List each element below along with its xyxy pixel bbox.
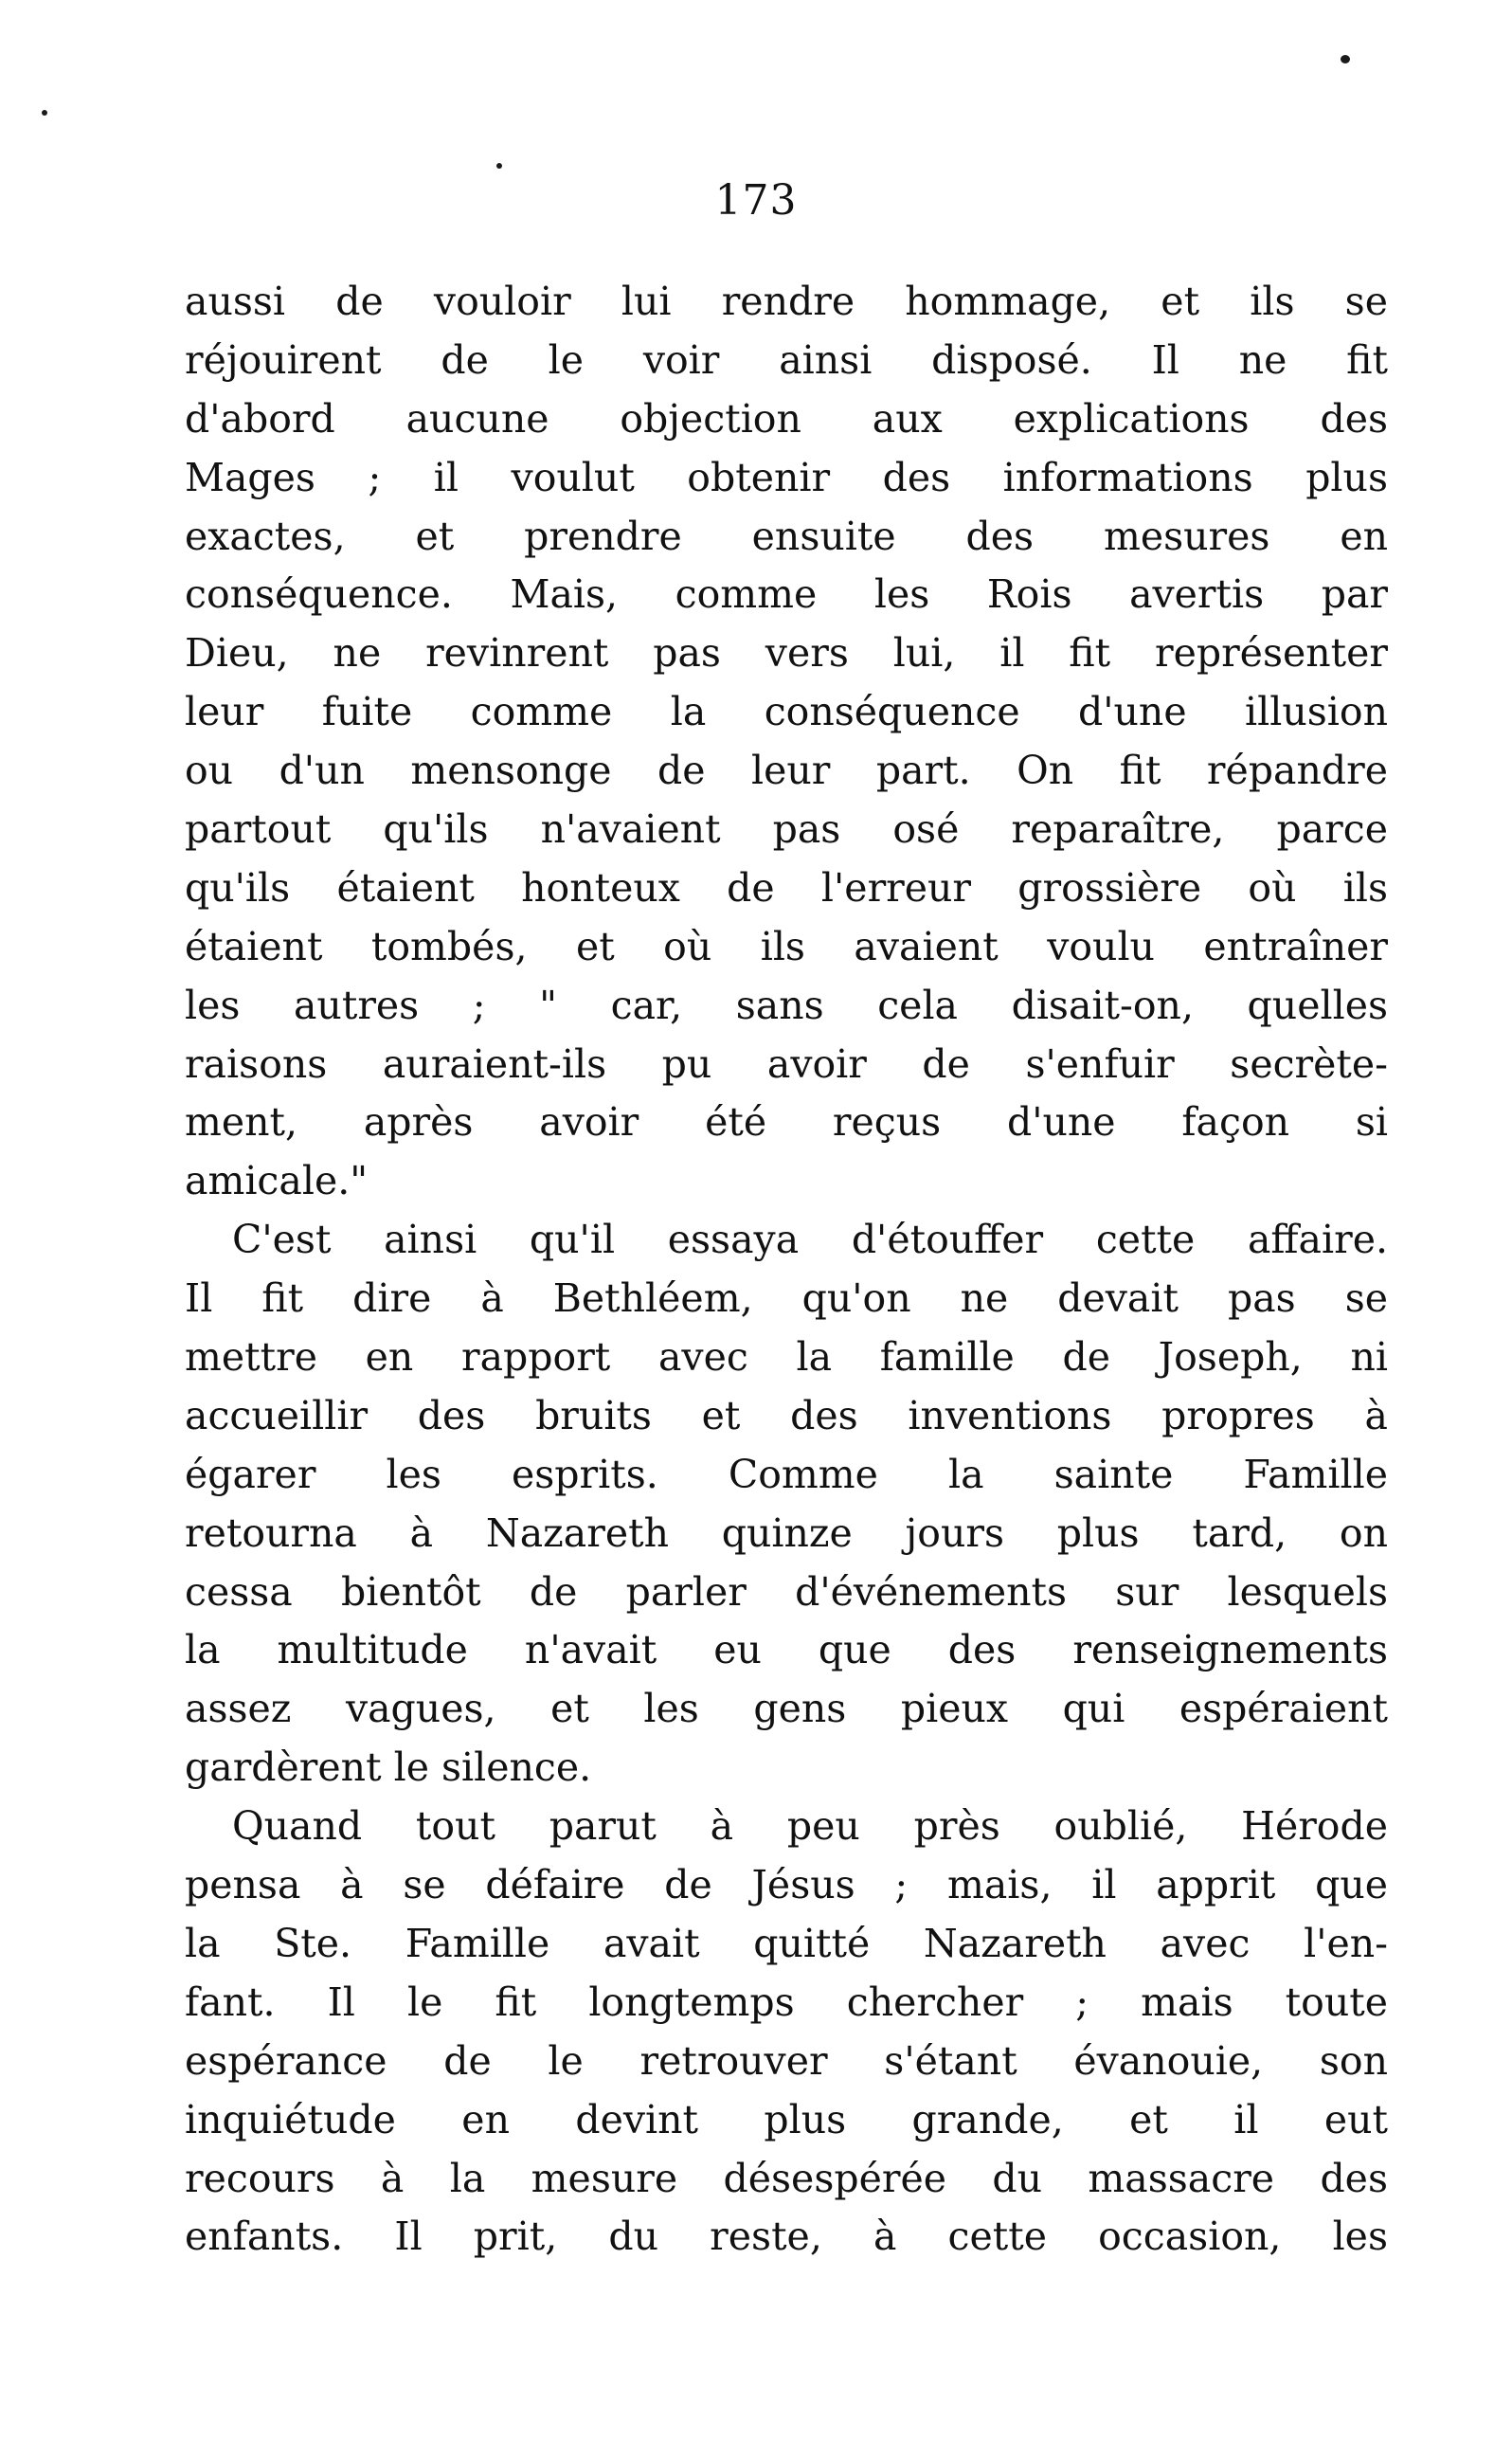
text-line: la multitude n'avait eu que des renseignements	[185, 1627, 1388, 1673]
text-line: retourna à Nazareth quinze jours plus tard, on	[185, 1509, 1388, 1556]
text-line: Mages ; il voulut obtenir des informations plus	[185, 454, 1388, 500]
ink-speck-top-left	[42, 110, 47, 116]
text-line: amicale."	[185, 1158, 369, 1204]
text-line: espérance de le retrouver s'étant évanouie, son	[185, 2037, 1388, 2084]
text-line: égarer les esprits. Comme la sainte Famille	[185, 1451, 1388, 1497]
text-line: accueillir des bruits et des inventions propres à	[185, 1392, 1388, 1438]
text-line: conséquence. Mais, comme les Rois avertis par	[185, 571, 1388, 618]
body-text	[185, 273, 1388, 2267]
ink-speck-top-right	[1341, 55, 1350, 63]
text-line: gardèrent le silence.	[185, 1744, 592, 1791]
text-line: enfants. Il prit, du reste, à cette occasion, les	[185, 2214, 1388, 2260]
text-line: fant. Il le fit longtemps chercher ; mais toute	[185, 1979, 1388, 2025]
text-line: la Ste. Famille avait quitté Nazareth avec l'en-	[185, 1920, 1388, 1966]
text-line: Il fit dire à Bethléem, qu'on ne devait pas se	[185, 1275, 1388, 1322]
text-line: recours à la mesure désespérée du massacre des	[185, 2155, 1388, 2201]
text-line: d'abord aucune objection aux explications des	[185, 395, 1388, 442]
text-line: les autres ; " car, sans cela disait-on, quelles	[185, 982, 1388, 1028]
text-line: leur fuite comme la conséquence d'une illusion	[185, 689, 1388, 735]
text-line: assez vagues, et les gens pieux qui espéraient	[185, 1686, 1388, 1732]
text-line: cessa bientôt de parler d'événements sur lesquels	[185, 1568, 1388, 1615]
text-line: ment, après avoir été reçus d'une façon si	[185, 1099, 1388, 1146]
ink-speck-top-center	[496, 163, 502, 169]
text-line: mettre en rapport avec la famille de Joseph, ni	[185, 1334, 1388, 1381]
text-line: raisons auraient-ils pu avoir de s'enfuir secrète-	[185, 1040, 1388, 1087]
text-line: aussi de vouloir lui rendre hommage, et ils se	[185, 279, 1388, 324]
text-line: qu'ils étaient honteux de l'erreur grossière où ils	[185, 864, 1388, 911]
text-line: partout qu'ils n'avaient pas osé reparaître, parce	[185, 806, 1388, 853]
text-line: exactes, et prendre ensuite des mesures en	[185, 513, 1388, 559]
text-line: C'est ainsi qu'il essaya d'étouffer cette affaire.	[232, 1217, 1388, 1263]
text-line: ou d'un mensonge de leur part. On fit répandre	[185, 748, 1388, 794]
text-line: Dieu, ne revinrent pas vers lui, il fit représenter	[185, 630, 1388, 677]
page-number: 173	[714, 176, 798, 225]
text-line: pensa à se défaire de Jésus ; mais, il apprit que	[185, 1862, 1388, 1908]
text-line: inquiétude en devint plus grande, et il eut	[185, 2096, 1388, 2142]
text-line: Quand tout parut à peu près oublié, Hérode	[232, 1803, 1388, 1850]
text-line: étaient tombés, et où ils avaient voulu entraîner	[185, 923, 1388, 969]
text-line: réjouirent de le voir ainsi disposé. Il ne fit	[185, 336, 1388, 383]
